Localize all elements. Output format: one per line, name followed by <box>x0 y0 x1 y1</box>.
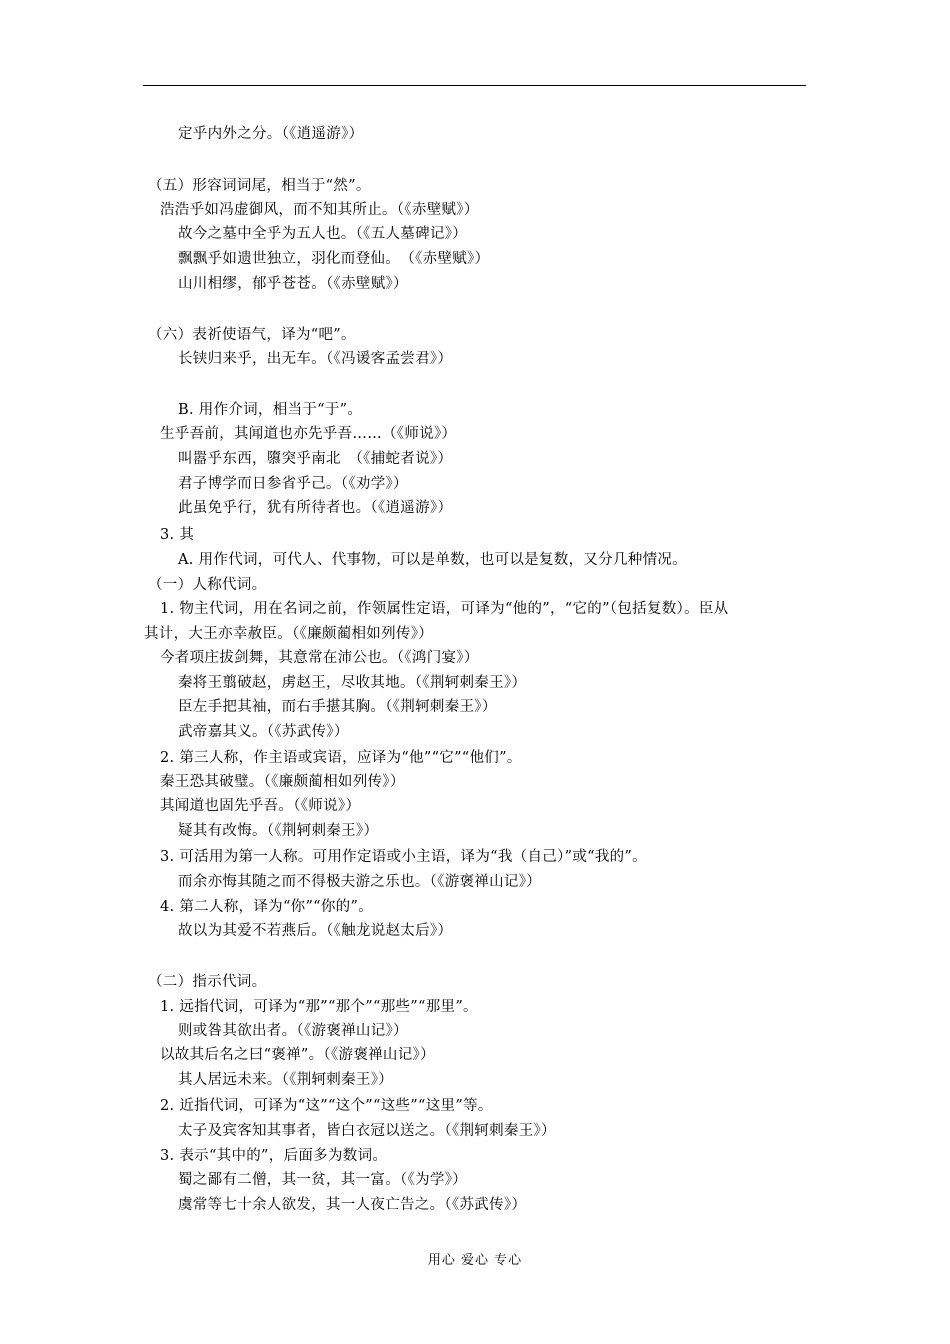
text-line: 此虽免乎行，犹有所待者也。（《逍遥游》） <box>178 500 453 516</box>
text-line: 3. 可活用为第一人称。可用作定语或小主语，译为“我（自己）”或“我的”。 <box>160 849 647 865</box>
text-line: 2. 近指代词，可译为“这”“这个”“这些”“这里”等。 <box>160 1098 493 1114</box>
text-line: 其闻道也固先乎吾。（《师说》） <box>160 798 361 814</box>
section-heading: 3. 其 <box>160 527 195 543</box>
text-line: 飘飘乎如遗世独立，羽化而登仙。 （《赤壁赋》） <box>178 251 490 267</box>
text-line: 3. 表示“其中的”，后面多为数词。 <box>160 1148 388 1164</box>
text-line: 4. 第二人称，译为“你”“你的”。 <box>160 899 373 915</box>
text-line: 今者项庄拔剑舞，其意常在沛公也。（《鸿门宴》） <box>160 650 479 666</box>
text-line: 1. 物主代词，用在名词之前，作领属性定语，可译为“他的”，“它的”（包括复数）。臣从 <box>160 601 729 617</box>
text-line: 蜀之鄙有二僧，其一贫，其一富。（《为学》） <box>178 1172 468 1188</box>
text-line: 虞常等七十余人欲发，其一人夜亡告之。（《苏武传》） <box>178 1197 527 1213</box>
text-line: 其人居远未来。（《荆轲刺秦王》） <box>178 1072 394 1088</box>
text-line: 臣左手把其袖，而右手揕其胸。（《荆轲刺秦王》） <box>178 699 497 715</box>
section-heading: （一）人称代词。 <box>148 577 267 593</box>
text-line: 则或咎其欲出者。（《游褒禅山记》） <box>178 1023 408 1039</box>
text-line: 秦将王翦破赵，虏赵王，尽收其地。（《荆轲刺秦王》） <box>178 675 527 691</box>
text-line: 1. 远指代词，可译为“那”“那个”“那些”“那里”。 <box>160 999 478 1015</box>
section-heading: （五）形容词词尾，相当于“然”。 <box>148 178 371 194</box>
text-line: 而余亦悔其随之而不得极夫游之乐也。（《游褒禅山记》） <box>178 874 542 890</box>
text-line: 生乎吾前，其闻道也亦先乎吾……（《师说》） <box>160 426 457 442</box>
text-line: 故今之墓中全乎为五人也。（《五人墓碑记》） <box>178 226 468 242</box>
text-line: A. 用作代词，可代人、代事物，可以是单数，也可以是复数，又分几种情况。 <box>178 552 687 568</box>
section-heading: （六）表祈使语气，译为“吧”。 <box>148 327 356 343</box>
text-line: 其计，大王亦幸赦臣。（《廉颇蔺相如列传》） <box>144 626 434 642</box>
section-heading: （二）指示代词。 <box>148 974 267 990</box>
text-line: 故以为其爱不若燕后。（《触龙说赵太后》） <box>178 923 453 939</box>
text-line: 疑其有改悔。（《荆轲刺秦王》） <box>178 823 379 839</box>
text-line: 定乎内外之分。（《逍遥游》） <box>178 126 364 142</box>
text-line: 山川相缪，郁乎苍苍。（《赤壁赋》） <box>178 276 408 292</box>
page-footer: 用心 爱心 专心 <box>427 1253 523 1268</box>
text-line: 以故其后名之曰“褒禅”。（《游褒禅山记》） <box>160 1047 435 1063</box>
text-line: 太子及宾客知其事者，皆白衣冠以送之。（《荆轲刺秦王》） <box>178 1123 556 1139</box>
text-line: 2. 第三人称，作主语或宾语，应译为“他”“它”“他们”。 <box>160 750 522 766</box>
text-line: 秦王恐其破璧。（《廉颇蔺相如列传》） <box>160 774 405 790</box>
text-line: 长铗归来乎，出无车。（《冯谖客孟尝君》） <box>178 351 453 367</box>
text-line: 武帝嘉其义。（《苏武传》） <box>178 724 349 740</box>
header-rule <box>143 85 806 86</box>
text-line: 君子博学而日参省乎己。（《劝学》） <box>178 476 408 492</box>
text-line: 浩浩乎如冯虚御风，而不知其所止。（《赤壁赋》） <box>160 202 479 218</box>
section-heading: B. 用作介词，相当于“于”。 <box>178 402 363 418</box>
text-line: 叫嚣乎东西，隳突乎南北 （《捕蛇者说》） <box>178 451 453 467</box>
